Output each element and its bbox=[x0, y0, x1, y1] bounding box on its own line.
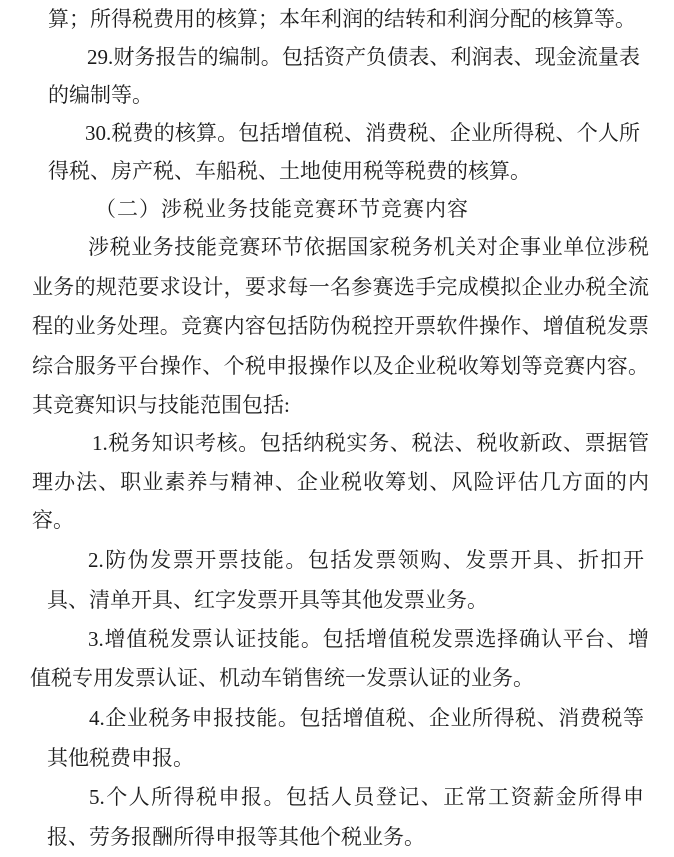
section-heading: （二）涉税业务技能竞赛环节竞赛内容 bbox=[95, 197, 469, 221]
paragraph-item-3: 3.增值税发票认证技能。包括增值税发票选择确认平台、增值税专用发票认证、机动车销售统一发票认证的业务。 bbox=[30, 627, 649, 690]
paragraph-section-intro: 涉税业务技能竞赛环节依据国家税务机关对企事业单位涉税业务的规范要求设计，要求每一名参赛选手完成模拟企业办税全流程的业务处理。竞赛内容包括防伪税控开票软件操作、增值税发票综合服务平台操作、个税申报操作以及企业税收筹划等竞赛内容。其竞赛知识与技能范围包括: bbox=[32, 235, 649, 417]
paragraph-28-continuation: 算；所得税费用的核算；本年利润的结转和利润分配的核算等。 bbox=[48, 7, 636, 31]
paragraph-item-29: 29.财务报告的编制。包括资产负债表、利润表、现金流量表的编制等。 bbox=[48, 45, 640, 107]
paragraph-item-30: 30.税费的核算。包括增值税、消费税、企业所得税、个人所得税、房产税、车船税、土地使用税等税费的核算。 bbox=[48, 121, 640, 183]
paragraph-item-4: 4.企业税务申报技能。包括增值税、企业所得税、消费税等其他税费申报。 bbox=[47, 706, 644, 770]
paragraph-item-1: 1.税务知识考核。包括纳税实务、税法、税收新政、票据管理办法、职业素养与精神、企业税收筹划、风险评估几方面的内容。 bbox=[32, 431, 649, 532]
paragraph-item-2: 2.防伪发票开票技能。包括发票领购、发票开具、折扣开具、清单开具、红字发票开具等其他发票业务。 bbox=[47, 548, 644, 612]
paragraph-item-5: 5.个人所得税申报。包括人员登记、正常工资薪金所得申报、劳务报酬所得申报等其他个税业务。 bbox=[47, 785, 644, 849]
